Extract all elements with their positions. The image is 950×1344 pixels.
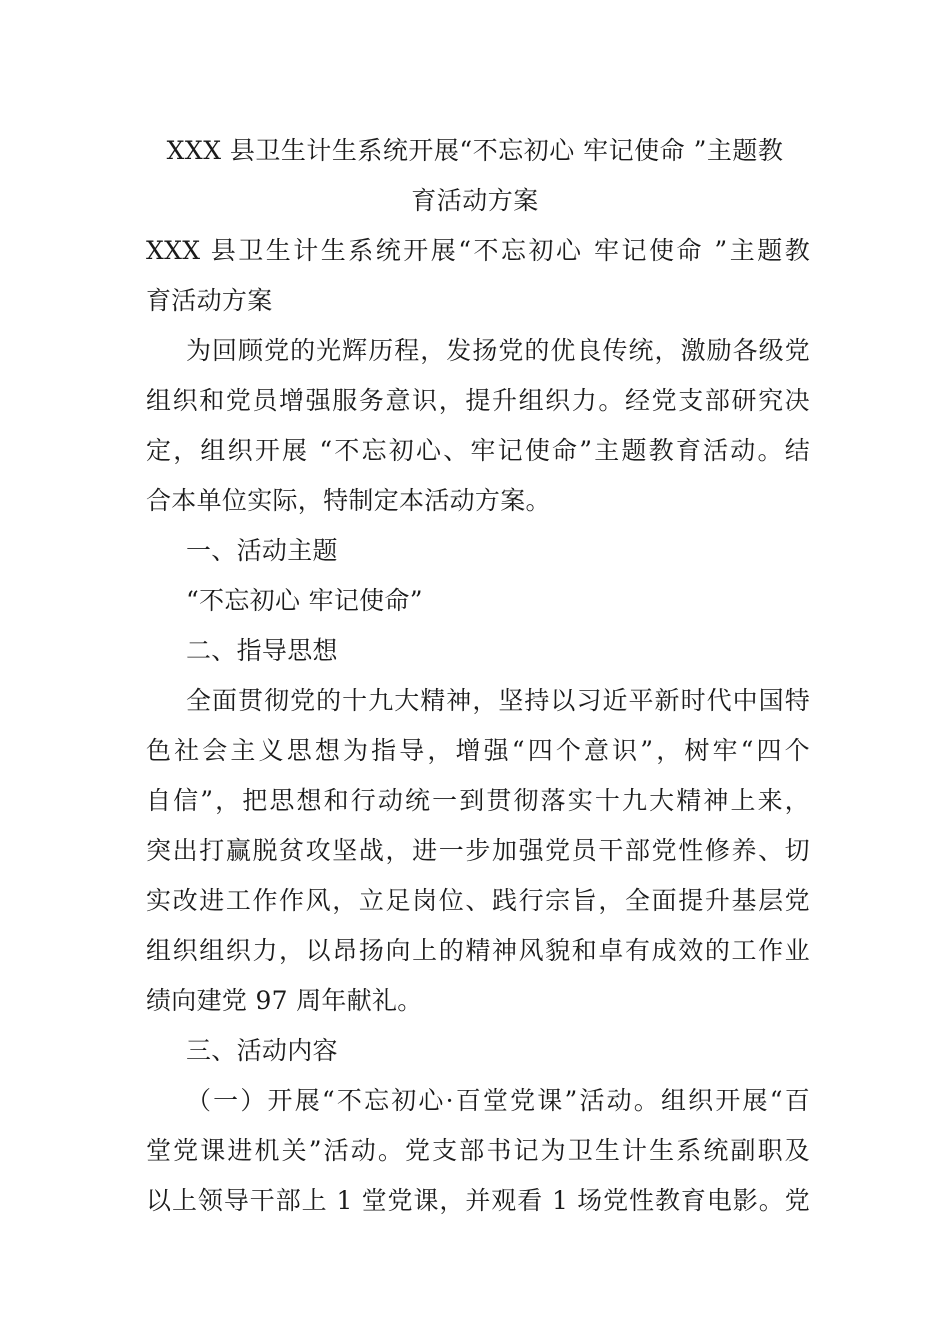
paragraph-line: 为回顾党的光辉历程，发扬党的优良传统，激励各级党 bbox=[186, 336, 810, 365]
paragraph-line: 实改进工作作风，立足岗位、践行宗旨，全面提升基层党 bbox=[146, 886, 810, 915]
body-heading-line-2: 育活动方案 bbox=[146, 286, 273, 315]
document-title-line-1: XXX 县卫生计生系统开展“不忘初心 牢记使命 ”主题教 bbox=[166, 136, 784, 165]
paragraph-line: 绩向建党 97 周年献礼。 bbox=[146, 986, 423, 1015]
section-heading-guiding-thought: 二、指导思想 bbox=[186, 636, 338, 665]
paragraph-line: 合本单位实际，特制定本活动方案。 bbox=[146, 486, 551, 515]
paragraph-line: 组织和党员增强服务意识，提升组织力。经党支部研究决 bbox=[146, 386, 810, 415]
paragraph-line: 以上领导干部上 1 堂党课，并观看 1 场党性教育电影。党 bbox=[146, 1186, 810, 1215]
paragraph-line: 突出打赢脱贫攻坚战，进一步加强党员干部党性修养、切 bbox=[146, 836, 810, 865]
paragraph-line: 定，组织开展 “不忘初心、牢记使命”主题教育活动。结 bbox=[146, 436, 810, 465]
paragraph-line: 色社会主义思想为指导，增强“四个意识”，树牢“四个 bbox=[146, 736, 810, 765]
paragraph-line: 全面贯彻党的十九大精神，坚持以习近平新时代中国特 bbox=[186, 686, 810, 715]
paragraph-line: 自信”，把思想和行动统一到贯彻落实十九大精神上来， bbox=[146, 786, 810, 815]
paragraph-line: （一）开展“不忘初心·百堂党课”活动。组织开展“百 bbox=[186, 1086, 810, 1115]
document-title-line-2: 育活动方案 bbox=[411, 186, 539, 215]
paragraph-line: 组织组织力，以昂扬向上的精神风貌和卓有成效的工作业 bbox=[146, 936, 810, 965]
section-heading-theme: 一、活动主题 bbox=[186, 536, 338, 565]
body-heading-line-1: XXX 县卫生计生系统开展“不忘初心 牢记使命 ”主题教 bbox=[146, 236, 810, 265]
theme-text: “不忘初心 牢记使命” bbox=[186, 586, 423, 615]
paragraph-line: 堂党课进机关”活动。党支部书记为卫生计生系统副职及 bbox=[146, 1136, 810, 1165]
section-heading-activity-content: 三、活动内容 bbox=[186, 1036, 338, 1065]
